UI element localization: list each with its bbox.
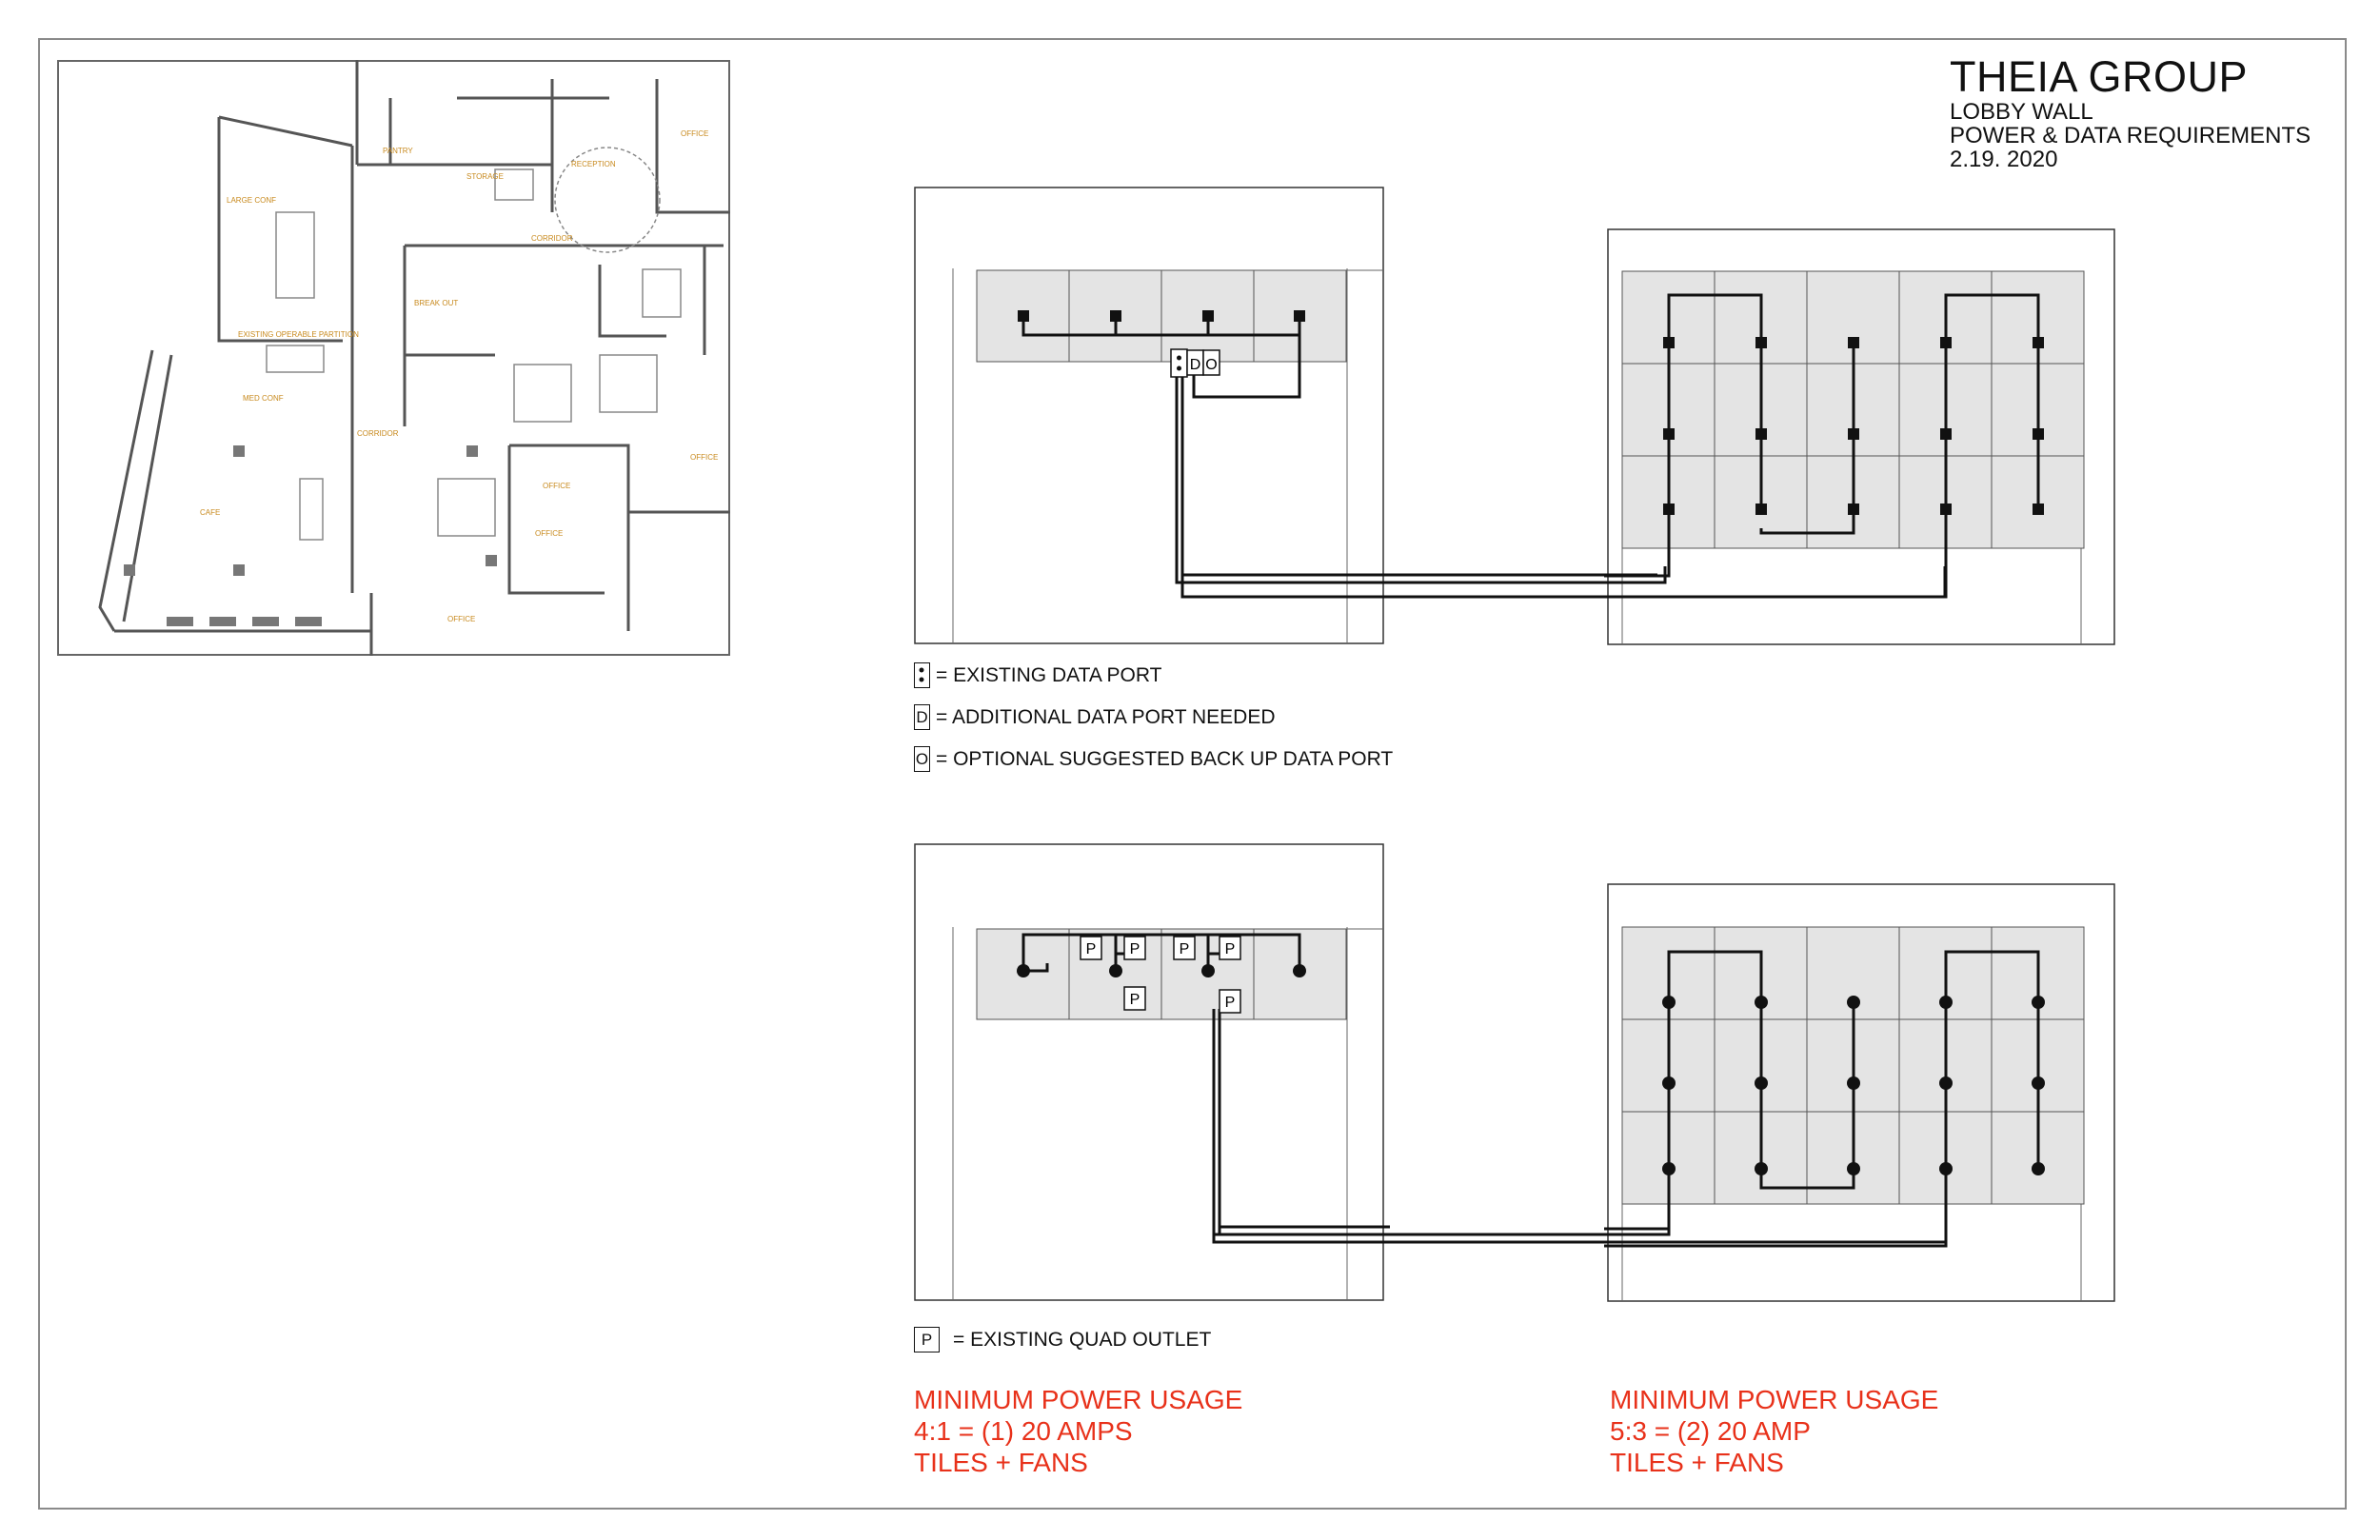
data-port-optional-label: O (1205, 357, 1218, 373)
floor-plan (57, 60, 730, 656)
legend-quad-outlet-text: = EXISTING QUAD OUTLET (953, 1328, 1212, 1351)
power-note-left (914, 1384, 1242, 1478)
power-right-line-1: MINIMUM POWER USAGE (1610, 1385, 1939, 1414)
company-title: THEIA GROUP (1950, 52, 2249, 101)
label-office-5: OFFICE (690, 453, 719, 462)
title-line-1: LOBBY WALL (1950, 99, 2093, 125)
label-reception: RECEPTION (571, 160, 616, 168)
legend-optional-text: = OPTIONAL SUGGESTED BACK UP DATA PORT (936, 747, 1394, 770)
outlet-2-label: P (1129, 941, 1140, 958)
power-left-line-1: MINIMUM POWER USAGE (914, 1385, 1243, 1414)
existing-data-port-icon (914, 662, 930, 688)
title-line-2: POWER & DATA REQUIREMENTS (1950, 123, 2311, 148)
legend-additional-text: = ADDITIONAL DATA PORT NEEDED (936, 705, 1276, 728)
label-break-out: BREAK OUT (414, 299, 459, 307)
label-corridor-1: CORRIDOR (531, 234, 573, 243)
label-storage: STORAGE (466, 172, 504, 181)
additional-data-port-icon: D (914, 704, 930, 730)
data-port-optional (1203, 350, 1220, 375)
legend-quad-outlet (914, 1327, 1211, 1352)
power-note-right (1610, 1384, 1938, 1478)
label-large-conf: LARGE CONF (227, 196, 277, 205)
legend-existing-text: = EXISTING DATA PORT (936, 663, 1162, 686)
data-port-existing (1171, 349, 1187, 377)
label-pantry: PANTRY (383, 147, 413, 155)
label-office-2: OFFICE (543, 482, 571, 490)
optional-data-port-icon: O (914, 746, 930, 772)
outlet-4-label: P (1224, 941, 1236, 958)
data-port-additional-label: D (1189, 357, 1201, 373)
title-block (1950, 52, 2311, 172)
label-corridor-2: CORRIDOR (357, 429, 399, 438)
legend-existing-data-port (914, 662, 1161, 688)
outlet-1-label: P (1085, 941, 1097, 958)
outlet-5-label: P (1129, 992, 1140, 1008)
legend-additional-data-port (914, 704, 1276, 730)
power-right-line-3: TILES + FANS (1610, 1448, 1784, 1477)
tile-array-4x1 (977, 270, 1346, 362)
label-office-1: OFFICE (681, 129, 709, 138)
quad-outlet-icon: P (914, 1327, 940, 1352)
power-left-line-2: 4:1 = (1) 20 AMPS (914, 1416, 1133, 1446)
data-cable-run (1171, 566, 1971, 604)
tile-array-power-4x1 (977, 929, 1346, 1019)
power-left-line-3: TILES + FANS (914, 1448, 1088, 1477)
power-right-line-2: 5:3 = (2) 20 AMP (1610, 1416, 1811, 1446)
label-office-4: OFFICE (447, 615, 476, 623)
legend-optional-data-port (914, 746, 1393, 772)
label-existing-partition: EXISTING OPERABLE PARTITION (238, 330, 359, 339)
outlet-6-label: P (1224, 995, 1236, 1011)
label-cafe: CAFE (200, 508, 221, 517)
label-office-3: OFFICE (535, 529, 564, 538)
label-med-conf: MED CONF (243, 394, 284, 403)
title-line-3: 2.19. 2020 (1950, 147, 2058, 172)
outlet-3-label: P (1179, 941, 1190, 958)
power-cable-run (1209, 1223, 1971, 1252)
data-port-additional (1187, 350, 1203, 375)
